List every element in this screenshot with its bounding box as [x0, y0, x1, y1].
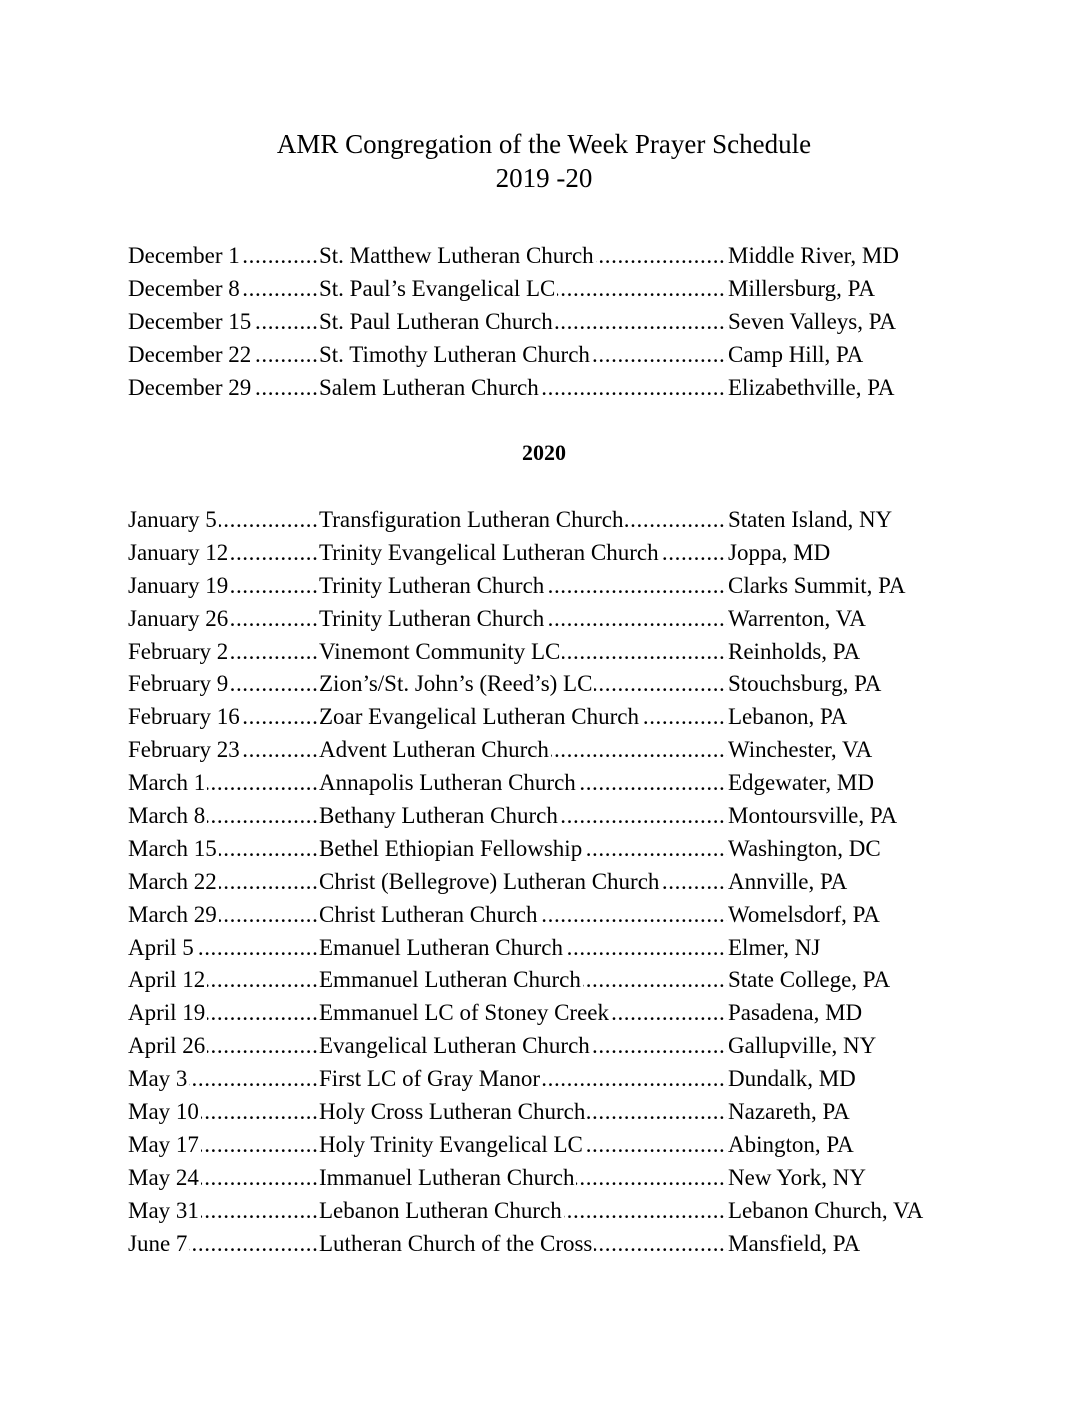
schedule-place: Washington, DC [728, 835, 881, 861]
schedule-church [319, 1030, 727, 1063]
schedule-row [128, 800, 958, 833]
schedule-place: Stouchsburg, PA [728, 671, 882, 697]
schedule-place: Gallupville, NY [728, 1033, 877, 1059]
schedule-place: Elizabethville, PA [728, 374, 895, 400]
section-year-heading: 2020 [522, 440, 566, 465]
schedule-row [128, 537, 958, 570]
schedule-date-text: December 22 [128, 341, 252, 367]
schedule-church [319, 1129, 727, 1162]
schedule-date-text: March 1 [128, 770, 206, 796]
schedule-row [128, 636, 958, 669]
schedule-date-text: June 7 [128, 1230, 188, 1256]
schedule-church-text: Trinity Lutheran Church [319, 605, 545, 631]
schedule-church-text: Christ (Bellegrove) Lutheran Church [319, 868, 660, 894]
schedule-date-text: April 5 [128, 934, 194, 960]
schedule-church-text: Emmanuel Lutheran Church [319, 967, 581, 993]
schedule-place: Edgewater, MD [728, 770, 874, 796]
schedule-church-text: St. Matthew Lutheran Church [319, 243, 594, 268]
schedule-date [128, 1030, 319, 1063]
schedule-church [319, 800, 727, 833]
schedule-place: State College, PA [728, 967, 891, 993]
schedule-date [128, 372, 319, 405]
schedule-date [128, 1195, 319, 1228]
schedule-place: Mansfield, PA [728, 1230, 861, 1256]
schedule-church [319, 636, 727, 669]
schedule-church-text: Holy Cross Lutheran Church [319, 1099, 586, 1125]
schedule-date [128, 866, 319, 899]
schedule-church [319, 570, 727, 603]
schedule-row [128, 504, 958, 537]
schedule-church [319, 964, 727, 997]
schedule-date-text: January 26 [128, 605, 229, 631]
schedule-date [128, 504, 319, 537]
schedule-church-text: Vinemont Community LC [319, 638, 561, 664]
schedule-church [319, 668, 727, 701]
schedule-church [319, 273, 727, 306]
schedule-date [128, 240, 319, 273]
schedule-date-text: December 29 [128, 374, 252, 400]
schedule-place: Abington, PA [728, 1131, 854, 1157]
schedule-church-text: First LC of Gray Manor [319, 1066, 541, 1092]
schedule-place: Reinholds, PA [728, 638, 861, 664]
schedule-row [128, 1063, 958, 1096]
schedule-date-text: February 16 [128, 704, 240, 730]
schedule-church [319, 240, 727, 273]
schedule-row [128, 339, 958, 372]
schedule-date-text: February 2 [128, 638, 229, 664]
schedule-date [128, 964, 319, 997]
schedule-date [128, 339, 319, 372]
schedule-place: Pasadena, MD [728, 1000, 863, 1026]
schedule-place: Joppa, MD [728, 539, 831, 565]
schedule-date-text: May 17 [128, 1131, 199, 1157]
schedule-place: Staten Island, NY [728, 507, 893, 532]
schedule-date-text: January 12 [128, 539, 229, 565]
schedule-row [128, 1030, 958, 1063]
schedule-church-text: Salem Lutheran Church [319, 374, 539, 400]
schedule-church-text: Zion’s/St. John’s (Reed’s) LC [319, 671, 593, 697]
schedule-church-text: Zoar Evangelical Lutheran Church [319, 704, 639, 730]
schedule-date [128, 767, 319, 800]
schedule-date [128, 1129, 319, 1162]
schedule-row [128, 273, 958, 306]
schedule-church-text: Immanuel Lutheran Church [319, 1164, 575, 1190]
schedule-place: Camp Hill, PA [728, 341, 864, 367]
schedule-place: Warrenton, VA [728, 605, 866, 631]
schedule-church-text: Lutheran Church of the Cross [319, 1230, 593, 1256]
schedule-date [128, 1096, 319, 1129]
schedule-church [319, 1063, 727, 1096]
schedule-date [128, 997, 319, 1030]
schedule-date-text: May 3 [128, 1066, 188, 1092]
schedule-date-text: May 24 [128, 1164, 199, 1190]
schedule-church-text: Advent Lutheran Church [319, 737, 549, 763]
schedule-date-text: March 29 [128, 901, 217, 927]
schedule-row [128, 1129, 958, 1162]
schedule-church-text: St. Paul Lutheran Church [319, 308, 553, 334]
schedule-church-text: St. Paul’s Evangelical LC [319, 275, 556, 301]
schedule-row [128, 603, 958, 636]
schedule-place: Winchester, VA [728, 737, 873, 763]
schedule-date-text: December 1 [128, 243, 240, 268]
schedule-date-text: March 15 [128, 835, 217, 861]
schedule-date [128, 537, 319, 570]
schedule-church [319, 767, 727, 800]
schedule-church [319, 899, 727, 932]
schedule-place: Lebanon, PA [728, 704, 848, 730]
schedule-church [319, 866, 727, 899]
schedule-church-text: Annapolis Lutheran Church [319, 770, 576, 796]
schedule-church [319, 339, 727, 372]
schedule-row [128, 570, 958, 603]
schedule-place: Dundalk, MD [728, 1066, 856, 1092]
schedule-place: Seven Valleys, PA [728, 308, 897, 334]
schedule-church [319, 734, 727, 767]
schedule-date-text: April 19 [128, 1000, 206, 1026]
schedule-date-text: December 15 [128, 308, 252, 334]
schedule-date-text: January 19 [128, 572, 229, 598]
schedule-date-text: March 22 [128, 868, 217, 894]
schedule-row [128, 701, 958, 734]
schedule-list-2020 [128, 504, 958, 1260]
schedule-date-text: January 5 [128, 507, 217, 532]
schedule-church-text: Bethany Lutheran Church [319, 803, 558, 829]
page-subtitle: 2019 -20 [495, 163, 593, 193]
schedule-date-text: April 26 [128, 1033, 206, 1059]
page-title: AMR Congregation of the Week Prayer Schedule [276, 129, 812, 159]
schedule-row [128, 1096, 958, 1129]
schedule-row [128, 932, 958, 965]
schedule-row [128, 833, 958, 866]
schedule-church [319, 932, 727, 965]
schedule-row [128, 1162, 958, 1195]
schedule-church-text: Lebanon Lutheran Church [319, 1197, 562, 1223]
schedule-place: New York, NY [728, 1164, 867, 1190]
schedule-row [128, 734, 958, 767]
schedule-row [128, 767, 958, 800]
schedule-church [319, 701, 727, 734]
schedule-row [128, 866, 958, 899]
schedule-date-text: March 8 [128, 803, 206, 829]
schedule-date [128, 833, 319, 866]
schedule-church-text: Trinity Lutheran Church [319, 572, 545, 598]
schedule-place: Womelsdorf, PA [728, 901, 880, 927]
schedule-church [319, 1195, 727, 1228]
schedule-date-text: May 31 [128, 1197, 199, 1223]
schedule-place: Clarks Summit, PA [728, 572, 906, 598]
schedule-church [319, 372, 727, 405]
schedule-date-text: February 9 [128, 671, 229, 697]
schedule-church [319, 1228, 727, 1261]
schedule-date-text: May 10 [128, 1099, 199, 1125]
schedule-church-text: Bethel Ethiopian Fellowship [319, 835, 583, 861]
schedule-church [319, 1096, 727, 1129]
schedule-row [128, 240, 958, 273]
schedule-date [128, 603, 319, 636]
schedule-church-text: Transfiguration Lutheran Church [319, 507, 624, 532]
schedule-date-text: December 8 [128, 275, 240, 301]
schedule-place: Nazareth, PA [728, 1099, 850, 1125]
schedule-date [128, 701, 319, 734]
schedule-row [128, 899, 958, 932]
schedule-place: Montoursville, PA [728, 803, 898, 829]
schedule-date [128, 636, 319, 669]
schedule-row [128, 372, 958, 405]
schedule-row [128, 997, 958, 1030]
schedule-date [128, 1162, 319, 1195]
schedule-church-text: Evangelical Lutheran Church [319, 1033, 590, 1059]
schedule-church [319, 833, 727, 866]
schedule-date [128, 570, 319, 603]
schedule-church [319, 504, 727, 537]
schedule-date [128, 899, 319, 932]
schedule-row [128, 668, 958, 701]
schedule-row [128, 306, 958, 339]
schedule-list-2019 [128, 240, 958, 404]
schedule-row [128, 1228, 958, 1261]
schedule-date [128, 800, 319, 833]
schedule-place: Millersburg, PA [728, 275, 875, 301]
schedule-date [128, 932, 319, 965]
schedule-church [319, 1162, 727, 1195]
schedule-place: Annville, PA [728, 868, 848, 894]
schedule-church [319, 537, 727, 570]
schedule-church-text: Emanuel Lutheran Church [319, 934, 563, 960]
schedule-row [128, 1195, 958, 1228]
schedule-date-text: February 23 [128, 737, 240, 763]
schedule-church-text: St. Timothy Lutheran Church [319, 341, 590, 367]
schedule-place: Elmer, NJ [728, 934, 821, 960]
schedule-church [319, 306, 727, 339]
schedule-church [319, 997, 727, 1030]
schedule-place: Middle River, MD [728, 243, 899, 268]
schedule-church-text: Holy Trinity Evangelical LC [319, 1131, 583, 1157]
schedule-date-text: April 12 [128, 967, 206, 993]
schedule-church [319, 603, 727, 636]
schedule-date [128, 734, 319, 767]
schedule-date [128, 1228, 319, 1261]
schedule-place: Lebanon Church, VA [728, 1197, 924, 1223]
schedule-date [128, 306, 319, 339]
schedule-church-text: Trinity Evangelical Lutheran Church [319, 539, 659, 565]
schedule-row [128, 964, 958, 997]
schedule-date [128, 668, 319, 701]
schedule-date [128, 273, 319, 306]
schedule-church-text: Emmanuel LC of Stoney Creek [319, 1000, 609, 1026]
schedule-church-text: Christ Lutheran Church [319, 901, 538, 927]
schedule-date [128, 1063, 319, 1096]
